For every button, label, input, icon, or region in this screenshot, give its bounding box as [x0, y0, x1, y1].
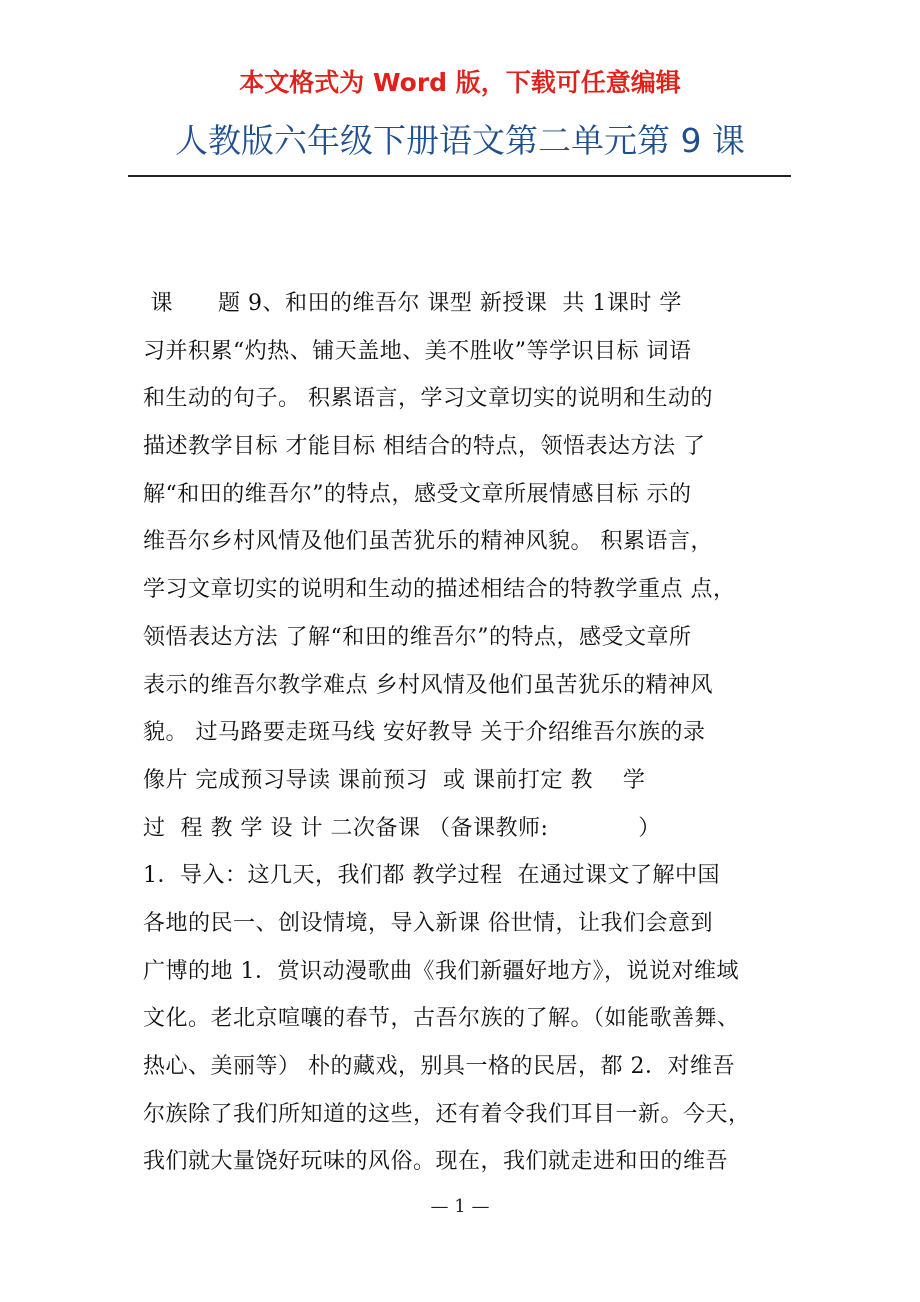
page-number: — 1 —	[430, 1196, 490, 1217]
body-line: 和生动的句子。 积累语言，学习文章切实的说明和生动的	[143, 386, 713, 412]
format-notice: 本文格式为 Word 版，下载可任意编辑	[239, 68, 681, 97]
document-title: 人教版六年级下册语文第二单元第 9 课	[175, 121, 745, 160]
body-line: 文化。老北京喧嚷的春节，古吾尔族的了解。（如能歌善舞、	[143, 1006, 740, 1032]
body-line: 1．导入：这几天，我们都 教学过程 在通过课文了解中国	[143, 863, 720, 889]
lesson-plan-body	[143, 280, 783, 1186]
body-line: 解“和田的维吾尔”的特点，感受文章所展情感目标 示的	[143, 481, 692, 507]
body-line: 各地的民一、创设情境，导入新课 俗世情，让我们会意到	[143, 910, 713, 936]
body-line: 维吾尔乡村风情及他们虽苦犹乐的精神风貌。 积累语言，	[143, 529, 713, 555]
body-line: 热心、美丽等） 朴的藏戏，别具一格的民居，都 2．对维吾	[143, 1054, 735, 1079]
body-line: 课 题 9、和田的维吾尔 课型 新授课 共 1课时 学	[143, 291, 682, 316]
body-line: 我们就大量饶好玩味的风俗。现在，我们就走进和田的维吾	[143, 1149, 729, 1175]
body-line: 广博的地 1．赏识动漫歌曲《我们新疆好地方》，说说对维域	[143, 958, 739, 984]
body-line: 习并积累“灼热、铺天盖地、美不胜收”等学识目标 词语	[143, 338, 692, 364]
body-line: 描述教学目标 才能目标 相结合的特点，领悟表达方法 了	[143, 434, 706, 460]
body-line: 像片 完成预习导读 课前预习 或 课前打定 教 学	[143, 767, 646, 793]
body-line: 过 程 教 学 设 计 二次备课 （备课教师: ）	[143, 815, 661, 841]
header-divider	[128, 175, 791, 177]
body-line: 貌。 过马路要走斑马线 安好教导 关于介绍维吾尔族的录	[143, 720, 706, 746]
body-line: 学习文章切实的说明和生动的描述相结合的特教学重点 点，	[143, 577, 736, 603]
body-line: 尔族除了我们所知道的这些，还有着令我们耳目一新。今天，	[143, 1101, 751, 1127]
body-line: 表示的维吾尔教学难点 乡村风情及他们虽苦犹乐的精神风	[143, 672, 713, 698]
body-line: 领悟表达方法 了解“和田的维吾尔”的特点，感受文章所	[143, 624, 692, 650]
